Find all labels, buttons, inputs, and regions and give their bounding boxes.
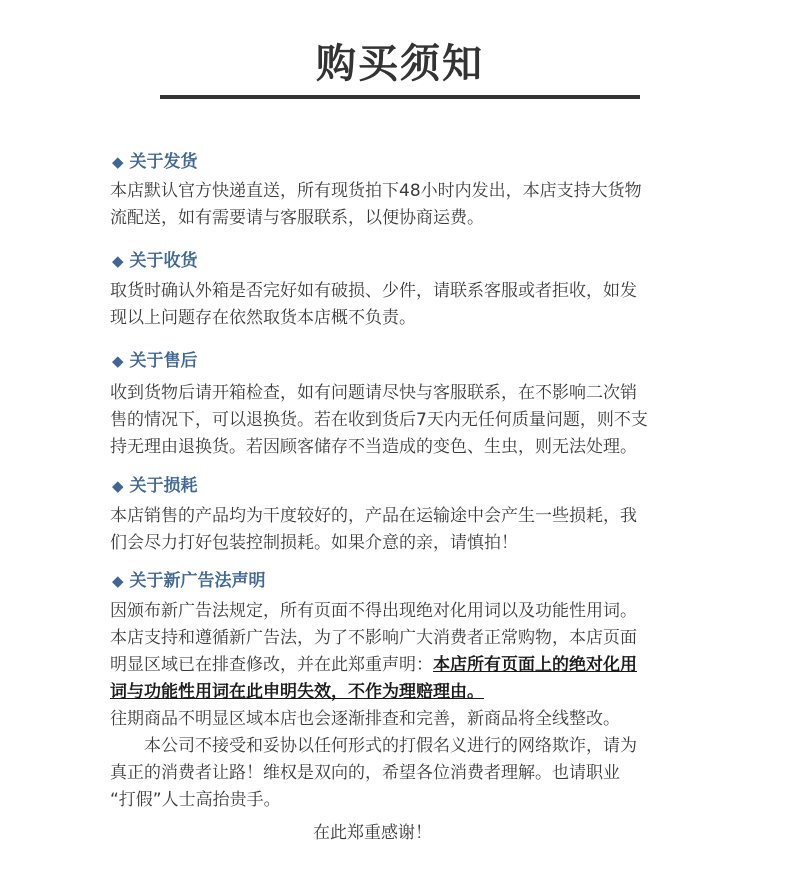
section-body-loss — [110, 503, 710, 557]
body-line: 本店默认官方快递直送，所有现货拍下48小时内发出，本店支持大货物 — [110, 181, 642, 201]
body-line: 本店销售的产品均为干度较好的，产品在运输途中会产生一些损耗，我 — [110, 506, 637, 526]
section-heading-label: 关于损耗 — [129, 476, 198, 496]
page-title: 购买须知 — [316, 41, 484, 87]
body-line: 真正的消费者让路！维权是双向的，希望各位消费者理解。也请职业 — [110, 763, 620, 783]
section-body-receiving — [110, 278, 710, 332]
body-line: 流配送，如有需要请与客服联系，以便协商运费。 — [110, 208, 484, 228]
section-heading-label: 关于收货 — [129, 251, 198, 271]
diamond-icon: ◆ — [112, 153, 124, 171]
body-line: 售的情况下，可以退换货。若在收到货后7天内无任何质量问题，则不支 — [110, 410, 648, 430]
body-line: 取货时确认外箱是否完好如有破损、少件，请联系客服或者拒收，如发 — [110, 281, 637, 301]
body-line: 收到货物后请开箱检查，如有问题请尽快与客服联系，在不影响二次销 — [110, 383, 637, 403]
section-body-after-sales — [110, 380, 710, 461]
body-line: “打假”人士高抬贵手。 — [110, 790, 281, 810]
section-heading-label: 关于发货 — [129, 152, 198, 172]
body-line: 因颁布新广告法规定，所有页面不得出现绝对化用词以及功能性用词。 — [110, 601, 637, 621]
body-line-prefix: 明显区域已在排查修改，并在此郑重声明： — [110, 655, 433, 675]
emphasized-statement: 本店所有页面上的绝对化用 — [433, 655, 637, 675]
diamond-icon: ◆ — [112, 477, 124, 495]
body-line: 持无理由退换货。若因顾客储存不当造成的变色、生虫，则无法处理。 — [110, 437, 637, 457]
diamond-icon: ◆ — [112, 572, 124, 590]
section-heading-receiving — [112, 246, 198, 271]
section-heading-ad-law — [112, 566, 266, 591]
section-body-shipping — [110, 178, 710, 232]
section-heading-loss — [112, 471, 198, 496]
body-line: 往期商品不明显区域本店也会逐渐排查和完善，新商品将全线整改。 — [110, 709, 620, 729]
closing-thanks: 在此郑重感谢！ — [313, 823, 432, 843]
section-heading-after-sales — [112, 346, 198, 371]
body-line: 们会尽力打好包装控制损耗。如果介意的亲，请慎拍！ — [110, 533, 518, 553]
section-heading-label: 关于新广告法声明 — [129, 571, 266, 591]
emphasized-statement: 词与功能性用词在此申明失效，不作为理赔理由。 — [110, 682, 484, 702]
body-line — [110, 652, 710, 679]
diamond-icon: ◆ — [112, 252, 124, 270]
body-line: 本公司不接受和妥协以任何形式的打假名义进行的网络欺诈，请为 — [110, 736, 637, 756]
section-heading-label: 关于售后 — [129, 351, 198, 371]
section-heading-shipping — [112, 147, 198, 172]
body-line: 现以上问题存在依然取货本店概不负责。 — [110, 308, 416, 328]
body-line: 本店支持和遵循新广告法，为了不影响广大消费者正常购物，本店页面 — [110, 628, 637, 648]
diamond-icon: ◆ — [112, 352, 124, 370]
section-body-ad-law — [110, 598, 710, 814]
body-line — [110, 679, 710, 706]
title-divider — [160, 95, 640, 99]
